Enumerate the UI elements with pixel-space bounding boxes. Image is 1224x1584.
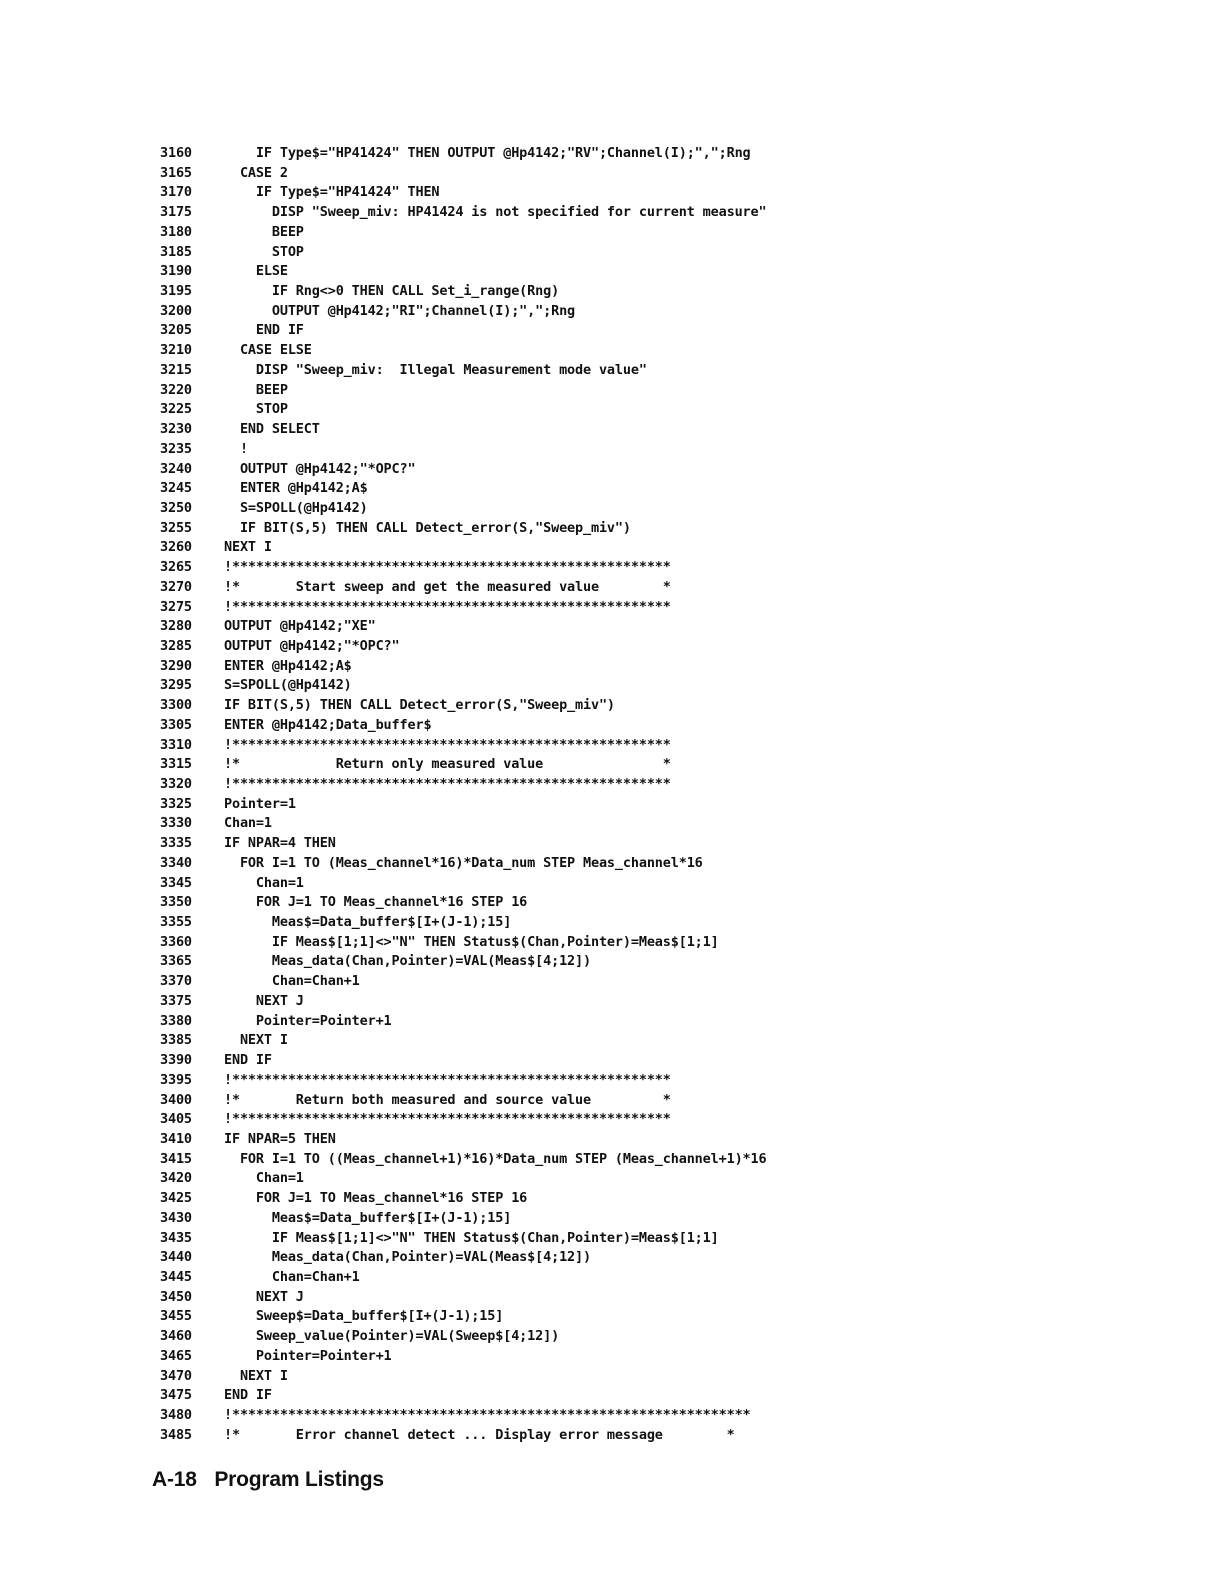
line-number: 3235	[160, 440, 192, 457]
code-line	[160, 1051, 1160, 1071]
code-line	[160, 381, 1160, 401]
line-number: 3355	[160, 914, 192, 931]
line-code: !*******************************************************	[224, 736, 671, 753]
line-code: !	[224, 440, 248, 457]
line-code: IF Rng<>0 THEN CALL Set_i_range(Rng)	[224, 283, 560, 300]
code-line	[160, 1386, 1160, 1406]
line-number: 3470	[160, 1367, 192, 1384]
line-number: 3270	[160, 578, 192, 595]
line-number: 3195	[160, 283, 192, 300]
line-code: Meas$=Data_buffer$[I+(J-1);15]	[224, 1209, 512, 1226]
code-line	[160, 814, 1160, 834]
line-code: !*******************************************************	[224, 1111, 671, 1128]
code-line	[160, 795, 1160, 815]
program-listing	[160, 144, 1160, 1445]
line-number: 3160	[160, 145, 192, 161]
line-number: 3225	[160, 401, 192, 418]
code-line	[160, 1307, 1160, 1327]
line-number: 3250	[160, 499, 192, 516]
line-number: 3325	[160, 795, 192, 812]
line-number: 3310	[160, 736, 192, 753]
code-line	[160, 400, 1160, 420]
line-code: Meas_data(Chan,Pointer)=VAL(Meas$[4;12])	[224, 953, 591, 970]
line-code: IF BIT(S,5) THEN CALL Detect_error(S,"Sweep_miv")	[224, 519, 631, 536]
line-number: 3275	[160, 598, 192, 615]
line-code: CASE ELSE	[224, 342, 312, 359]
line-number: 3255	[160, 519, 192, 536]
line-number: 3350	[160, 894, 192, 911]
code-line	[160, 558, 1160, 578]
line-code: BEEP	[224, 381, 288, 398]
line-code: !*******************************************************	[224, 1071, 671, 1088]
line-number: 3465	[160, 1347, 192, 1364]
code-line	[160, 460, 1160, 480]
line-code: END IF	[224, 1052, 272, 1069]
code-line	[160, 952, 1160, 972]
code-line	[160, 1209, 1160, 1229]
line-code: Pointer=Pointer+1	[224, 1347, 392, 1364]
line-code: NEXT I	[224, 539, 272, 556]
line-number: 3335	[160, 835, 192, 852]
line-code: !*****************************************************************	[224, 1407, 751, 1423]
line-number: 3360	[160, 933, 192, 950]
code-line	[160, 1229, 1160, 1249]
code-line	[160, 203, 1160, 223]
line-number: 3300	[160, 697, 192, 714]
code-line	[160, 1189, 1160, 1209]
code-line	[160, 1347, 1160, 1367]
line-number: 3215	[160, 361, 192, 378]
line-number: 3410	[160, 1130, 192, 1147]
line-code: STOP	[224, 401, 288, 418]
line-code: STOP	[224, 243, 304, 260]
line-number: 3320	[160, 776, 192, 792]
page-number: A-18	[152, 1468, 197, 1491]
line-code: FOR I=1 TO ((Meas_channel+1)*16)*Data_num STEP (Meas_channel+1)*16	[224, 1150, 767, 1167]
line-code: Sweep$=Data_buffer$[I+(J-1);15]	[224, 1308, 504, 1325]
line-code: Chan=1	[224, 815, 272, 832]
code-line	[160, 1110, 1160, 1130]
line-number: 3230	[160, 421, 192, 438]
line-code: IF BIT(S,5) THEN CALL Detect_error(S,"Sweep_miv")	[224, 697, 615, 714]
line-code: DISP "Sweep_miv: HP41424 is not specified for current measure"	[224, 204, 767, 221]
code-line	[160, 1268, 1160, 1288]
code-line	[160, 183, 1160, 203]
line-code: END SELECT	[224, 421, 320, 438]
code-line	[160, 775, 1160, 795]
line-code: Chan=Chan+1	[224, 1268, 360, 1285]
code-line	[160, 538, 1160, 558]
code-line	[160, 578, 1160, 598]
code-line	[160, 1130, 1160, 1150]
line-code: ENTER @Hp4142;A$	[224, 657, 352, 674]
line-number: 3430	[160, 1209, 192, 1226]
line-code: FOR I=1 TO (Meas_channel*16)*Data_num STEP Meas_channel*16	[224, 854, 703, 871]
line-code: IF Meas$[1;1]<>"N" THEN Status$(Chan,Pointer)=Meas$[1;1]	[224, 933, 719, 950]
line-code: END IF	[224, 1387, 272, 1404]
line-code: ENTER @Hp4142;A$	[224, 480, 368, 497]
code-line	[160, 262, 1160, 282]
line-code: Sweep_value(Pointer)=VAL(Sweep$[4;12])	[224, 1328, 560, 1345]
line-code: IF NPAR=5 THEN	[224, 1130, 336, 1147]
line-code: Pointer=Pointer+1	[224, 1012, 392, 1029]
line-number: 3345	[160, 874, 192, 891]
line-code: NEXT I	[224, 1032, 288, 1049]
code-line	[160, 913, 1160, 933]
line-number: 3315	[160, 756, 192, 773]
line-number: 3175	[160, 204, 192, 221]
line-number: 3390	[160, 1052, 192, 1069]
code-line	[160, 1248, 1160, 1268]
code-line	[160, 1288, 1160, 1308]
line-code: !* Return both measured and source value *	[224, 1091, 671, 1108]
line-number: 3460	[160, 1328, 192, 1345]
code-line	[160, 479, 1160, 499]
code-line	[160, 361, 1160, 381]
code-line	[160, 1406, 1160, 1426]
line-code: FOR J=1 TO Meas_channel*16 STEP 16	[224, 894, 528, 911]
line-number: 3450	[160, 1288, 192, 1305]
line-number: 3330	[160, 815, 192, 832]
code-line	[160, 893, 1160, 913]
line-code: Chan=1	[224, 1170, 304, 1187]
code-line	[160, 736, 1160, 756]
line-number: 3485	[160, 1426, 192, 1443]
code-line	[160, 972, 1160, 992]
line-code: !*******************************************************	[224, 598, 671, 615]
line-code: BEEP	[224, 223, 304, 240]
line-number: 3305	[160, 716, 192, 733]
line-number: 3180	[160, 223, 192, 240]
line-number: 3260	[160, 539, 192, 556]
code-line	[160, 755, 1160, 775]
line-code: ELSE	[224, 263, 288, 280]
line-code: OUTPUT @Hp4142;"*OPC?"	[224, 460, 416, 477]
line-number: 3245	[160, 480, 192, 497]
line-number: 3290	[160, 657, 192, 674]
code-line	[160, 676, 1160, 696]
code-line	[160, 1031, 1160, 1051]
line-number: 3405	[160, 1111, 192, 1128]
line-code: IF Meas$[1;1]<>"N" THEN Status$(Chan,Pointer)=Meas$[1;1]	[224, 1229, 719, 1246]
line-number: 3455	[160, 1308, 192, 1325]
line-code: Pointer=1	[224, 795, 296, 812]
line-code: NEXT I	[224, 1367, 288, 1384]
line-number: 3385	[160, 1032, 192, 1049]
code-line	[160, 243, 1160, 263]
line-number: 3415	[160, 1150, 192, 1167]
line-number: 3375	[160, 992, 192, 1009]
line-code: Chan=1	[224, 874, 304, 891]
line-number: 3365	[160, 953, 192, 970]
line-code: OUTPUT @Hp4142;"XE"	[224, 618, 376, 635]
code-line	[160, 1091, 1160, 1111]
line-code: !* Return only measured value *	[224, 756, 671, 773]
line-code: IF Type$="HP41424" THEN	[224, 184, 440, 201]
line-code: !*******************************************************	[224, 559, 671, 576]
line-number: 3480	[160, 1407, 192, 1423]
code-line	[160, 696, 1160, 716]
code-line	[160, 1169, 1160, 1189]
code-line	[160, 834, 1160, 854]
line-code: ENTER @Hp4142;Data_buffer$	[224, 716, 432, 733]
code-line	[160, 1071, 1160, 1091]
line-code: Chan=Chan+1	[224, 973, 360, 990]
line-code: CASE 2	[224, 164, 288, 181]
line-number: 3170	[160, 184, 192, 201]
code-line	[160, 302, 1160, 322]
code-line	[160, 874, 1160, 894]
line-number: 3280	[160, 618, 192, 635]
line-code: OUTPUT @Hp4142;"*OPC?"	[224, 637, 400, 654]
line-number: 3200	[160, 302, 192, 319]
code-line	[160, 420, 1160, 440]
line-code: IF Type$="HP41424" THEN OUTPUT @Hp4142;"RV";Channel(I);",";Rng	[224, 145, 751, 161]
code-line	[160, 1367, 1160, 1387]
line-number: 3295	[160, 677, 192, 694]
line-number: 3220	[160, 381, 192, 398]
line-number: 3185	[160, 243, 192, 260]
line-number: 3475	[160, 1387, 192, 1404]
line-code: END IF	[224, 322, 304, 339]
section-title: Program Listings	[214, 1468, 384, 1491]
line-number: 3395	[160, 1071, 192, 1088]
line-code: !*******************************************************	[224, 776, 671, 792]
line-number: 3190	[160, 263, 192, 280]
code-line	[160, 144, 1160, 164]
code-line	[160, 321, 1160, 341]
line-number: 3240	[160, 460, 192, 477]
line-code: NEXT J	[224, 992, 304, 1009]
code-line	[160, 1426, 1160, 1446]
line-number: 3285	[160, 637, 192, 654]
line-code: !* Error channel detect ... Display error message *	[224, 1426, 735, 1443]
line-code: S=SPOLL(@Hp4142)	[224, 677, 352, 694]
line-code: Meas_data(Chan,Pointer)=VAL(Meas$[4;12])	[224, 1249, 591, 1266]
line-code: FOR J=1 TO Meas_channel*16 STEP 16	[224, 1190, 528, 1207]
code-line	[160, 1150, 1160, 1170]
code-line	[160, 164, 1160, 184]
line-code: NEXT J	[224, 1288, 304, 1305]
line-number: 3370	[160, 973, 192, 990]
line-number: 3205	[160, 322, 192, 339]
code-line	[160, 1327, 1160, 1347]
code-line	[160, 499, 1160, 519]
code-line	[160, 992, 1160, 1012]
line-number: 3425	[160, 1190, 192, 1207]
code-line	[160, 223, 1160, 243]
line-code: OUTPUT @Hp4142;"RI";Channel(I);",";Rng	[224, 302, 576, 319]
line-number: 3340	[160, 854, 192, 871]
code-line	[160, 617, 1160, 637]
code-line	[160, 854, 1160, 874]
line-code: !* Start sweep and get the measured value *	[224, 578, 671, 595]
line-number: 3400	[160, 1091, 192, 1108]
line-number: 3210	[160, 342, 192, 359]
line-number: 3420	[160, 1170, 192, 1187]
code-line	[160, 519, 1160, 539]
code-line	[160, 657, 1160, 677]
code-line	[160, 282, 1160, 302]
line-number: 3380	[160, 1012, 192, 1029]
code-line	[160, 598, 1160, 618]
line-number: 3165	[160, 164, 192, 181]
line-number: 3265	[160, 559, 192, 576]
code-line	[160, 933, 1160, 953]
code-line	[160, 637, 1160, 657]
line-number: 3435	[160, 1229, 192, 1246]
line-code: IF NPAR=4 THEN	[224, 835, 336, 852]
line-code: Meas$=Data_buffer$[I+(J-1);15]	[224, 914, 512, 931]
line-code: DISP "Sweep_miv: Illegal Measurement mode value"	[224, 361, 647, 378]
code-line	[160, 440, 1160, 460]
line-number: 3445	[160, 1268, 192, 1285]
line-number: 3440	[160, 1249, 192, 1266]
code-line	[160, 1012, 1160, 1032]
page-footer	[152, 1468, 384, 1492]
line-code: S=SPOLL(@Hp4142)	[224, 499, 368, 516]
code-line	[160, 341, 1160, 361]
code-line	[160, 716, 1160, 736]
